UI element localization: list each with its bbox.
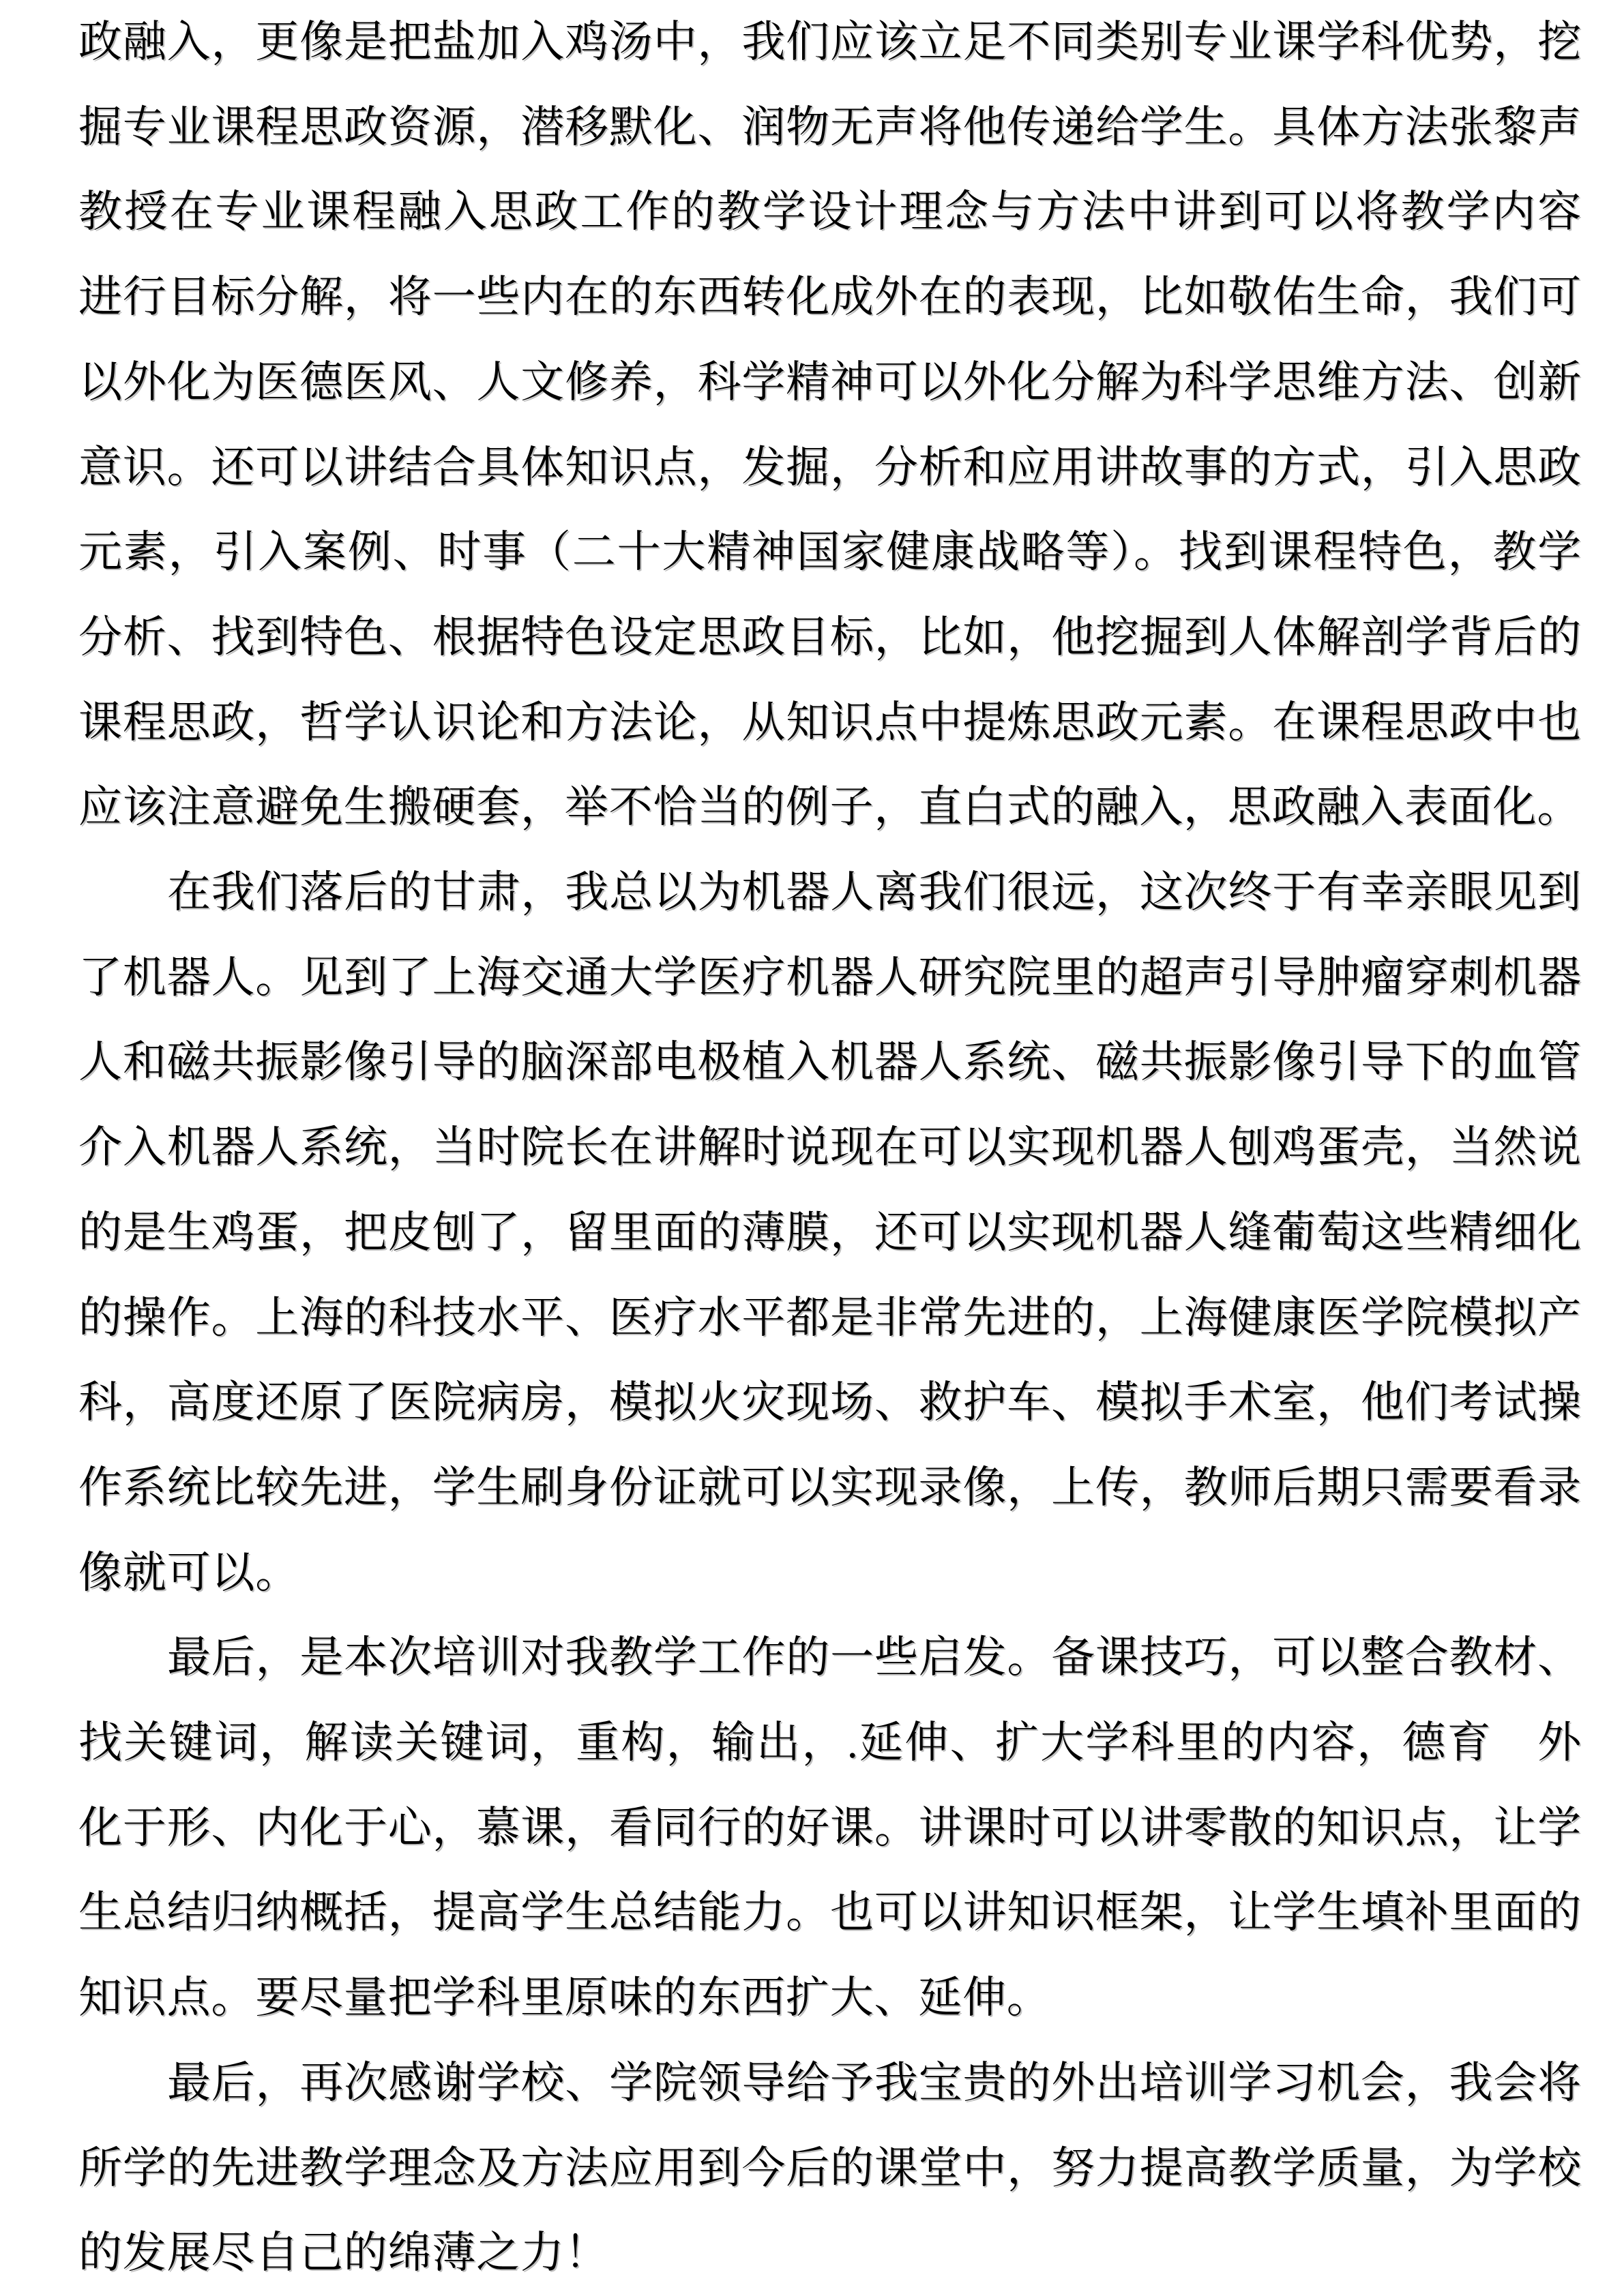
text-line: 应该注意避免生搬硬套，举不恰当的例子，直白式的融入，思政融入表面化。	[78, 783, 1582, 832]
text-line: 科，高度还原了医院病房，模拟火灾现场、救护车、模拟手术室，他们考试操	[78, 1378, 1582, 1427]
paragraph-2	[78, 850, 1582, 1615]
text-line: 分析、找到特色、根据特色设定思政目标，比如，他挖掘到人体解剖学背后的	[78, 612, 1582, 661]
text-line: 教授在专业课程融入思政工作的教学设计理念与方法中讲到可以将教学内容	[78, 188, 1582, 237]
text-line: 政融入，更像是把盐加入鸡汤中，我们应该立足不同类别专业课学科优势，挖	[78, 18, 1582, 66]
text-line: 生总结归纳概括，提高学生总结能力。也可以讲知识框架，让学生填补里面的	[78, 1888, 1582, 1937]
text-line: 掘专业课程思政资源，潜移默化、润物无声将他传递给学生。具体方法张黎声	[78, 102, 1582, 151]
text-line: 了机器人。见到了上海交通大学医疗机器人研究院里的超声引导肿瘤穿刺机器	[78, 953, 1582, 1002]
text-line: 的是生鸡蛋，把皮刨了，留里面的薄膜，还可以实现机器人缝葡萄这些精细化	[78, 1208, 1582, 1257]
text-line: 元素，引入案例、时事（二十大精神国家健康战略等）。找到课程特色，教学	[78, 528, 1582, 577]
text-line: 在我们落后的甘肃，我总以为机器人离我们很远，这次终于有幸亲眼见到	[167, 868, 1582, 917]
paragraph-3	[78, 1615, 1582, 2041]
document-text-block	[78, 0, 1582, 2296]
text-line: 作系统比较先进，学生刷身份证就可以实现录像，上传，教师后期只需要看录	[78, 1463, 1582, 1512]
paragraph-4	[78, 2041, 1582, 2296]
text-line: 找关键词，解读关键词，重构，输出，.延伸、扩大学科里的内容，德育 外	[78, 1718, 1582, 1768]
text-line: 课程思政，哲学认识论和方法论，从知识点中提炼思政元素。在课程思政中也	[78, 698, 1582, 747]
text-line: 最后，是本次培训对我教学工作的一些启发。备课技巧，可以整合教材、	[167, 1633, 1582, 1682]
text-line: 最后，再次感谢学校、学院领导给予我宝贵的外出培训学习机会，我会将	[167, 2058, 1582, 2107]
paragraph-1	[78, 0, 1582, 850]
text-line: 像就可以。	[78, 1548, 299, 1597]
text-line: 化于形、内化于心，慕课，看同行的好课。讲课时可以讲零散的知识点，让学	[78, 1803, 1582, 1852]
text-line: 进行目标分解，将一些内在的东西转化成外在的表现，比如敬佑生命，我们可	[78, 273, 1582, 322]
text-line: 知识点。要尽量把学科里原味的东西扩大、延伸。	[78, 1973, 1051, 2023]
text-line: 以外化为医德医风、人文修养，科学精神可以外化分解为科学思维方法、创新	[78, 357, 1582, 406]
text-line: 意识。还可以讲结合具体知识点，发掘，分析和应用讲故事的方式，引入思政	[78, 443, 1582, 492]
text-line: 的发展尽自己的绵薄之力！	[78, 2228, 609, 2278]
text-line: 介入机器人系统，当时院长在讲解时说现在可以实现机器人刨鸡蛋壳，当然说	[78, 1123, 1582, 1172]
text-line: 人和磁共振影像引导的脑深部电极植入机器人系统、磁共振影像引导下的血管	[78, 1038, 1582, 1087]
text-line: 所学的先进教学理念及方法应用到今后的课堂中，努力提高教学质量，为学校	[78, 2143, 1582, 2192]
text-line: 的操作。上海的科技水平、医疗水平都是非常先进的，上海健康医学院模拟产	[78, 1293, 1582, 1342]
